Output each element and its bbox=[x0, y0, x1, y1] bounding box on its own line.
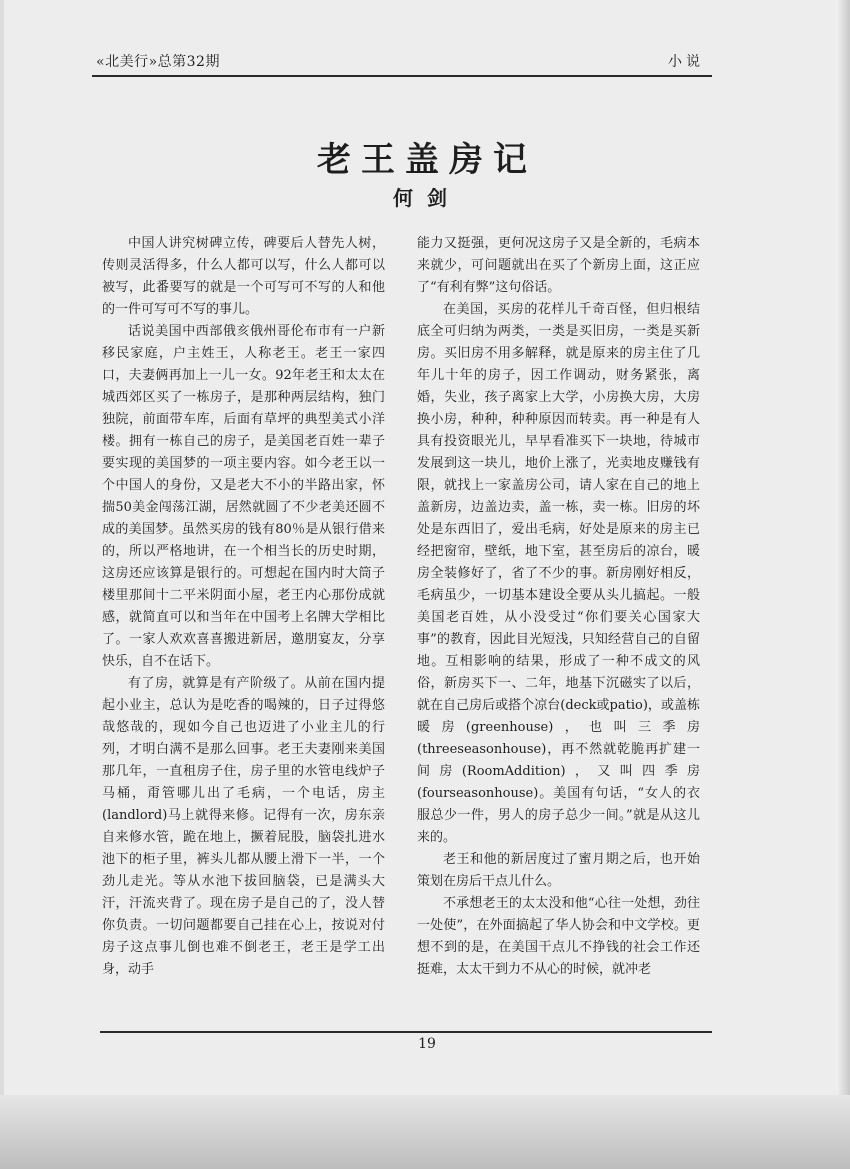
paragraph: 能力又挺强，更何况这房子又是全新的，毛病本来就少，可问题就出在买了个新房上面，这正应了“有利有弊”这句俗话。 bbox=[417, 236, 700, 295]
paragraph: 中国人讲究树碑立传，碑要后人替先人树，传则灵活得多，什么人都可以写，什么人都可以被写，此番要写的就是一个可写可不写的人和他的一件可写可不写的事儿。 bbox=[102, 236, 385, 317]
scan-edge-shadow bbox=[836, 0, 850, 1169]
text-column-left bbox=[102, 233, 385, 981]
page-number: 19 bbox=[418, 1036, 436, 1052]
paragraph: 在美国，买房的花样儿千奇百怪，但归根结底全可归纳为两类，一类是买旧房，一类是买新房。买旧房不用多解释，就是原来的房主住了几年儿十年的房子，因工作调动，财务紧张，离婚，失业，孩子离家上大学，小房换大房，大房换小房，种种，种种原因而转卖。再一种是有人具有投资眼光儿，早早看准买下一块地，待城市发展到这一块儿，地价上涨了，光卖地皮赚钱有限，就找上一家盖房公司，请人家在自己的地上盖新房，边盖边卖，盖一栋，卖一栋。旧房的坏处是东西旧了，爱出毛病，好处是原来的房主已经把窗帘，壁纸，地下室，甚至房后的凉台，暖房全装修好了，省了不少的事。新房刚好相反，毛病虽少，一切基本建设全要从头儿搞起。一般美国老百姓，从小没受过“你们要关心国家大事”的教育，因此目光短浅，只知经营自己的自留地。互相影响的结果，形成了一种不成文的风俗，新房买下一、二年，地基下沉磁实了以后，就在自己房后或搭个凉台(deck或patio)，或盖栋暖房(greenhouse)，也叫三季房(threeseasonhouse)，再不然就乾脆再扩建一间房(RoomAddition)，又叫四季房(fourseasonhouse)。美国有句话，“女人的衣服总少一件，男人的房子总少一间。”就是从这儿来的。 bbox=[417, 302, 700, 845]
article-author: 何剑 bbox=[393, 186, 461, 210]
paragraph: 有了房，就算是有产阶级了。从前在国内提起小业主，总认为是吃香的喝辣的，日子过得悠哉悠哉的，现如今自己也迈进了小业主儿的行列，才明白满不是那么回事。老王夫妻刚来美国那几年，一直租房子住，房子里的水管电线炉子马桶，甭管哪儿出了毛病，一个电话，房主(landlord)马上就得来修。记得有一次，房东亲自来修水管，跪在地上，撅着屁股，脑袋扎进水池下的柜子里，裤头儿都从腰上滑下一半，一个劲儿走光。等从水池下拔回脑袋，已是满头大汗，汗流夹背了。现在房子是自己的了，没人替你负责。一切问题都要自己挂在心上，按说对付房子这点事儿倒也难不倒老王，老王是学工出身，动手 bbox=[102, 676, 385, 977]
section-label: 小说 bbox=[668, 54, 704, 70]
text-column-right bbox=[417, 233, 700, 981]
paragraph: 不承想老王的太太没和他“心往一处想，劲往一处使”，在外面搞起了华人协会和中文学校。更想不到的是，在美国干点儿不挣钱的社会工作还挺难，太太干到力不从心的时候，就冲老 bbox=[417, 896, 700, 977]
footer-divider bbox=[100, 1031, 712, 1033]
paragraph: 老王和他的新居度过了蜜月期之后，也开始策划在房后干点儿什么。 bbox=[417, 852, 700, 889]
magazine-page bbox=[4, 0, 850, 1169]
header-divider bbox=[92, 75, 712, 77]
paragraph: 话说美国中西部俄亥俄州哥伦布市有一户新移民家庭，户主姓王，人称老王。老王一家四口，夫妻俩再加上一儿一女。92年老王和太太在城西郊区买了一栋房子，是那种两层结构，独门独院，前面带车库，后面有草坪的典型美式小洋楼。拥有一栋自己的房子，是美国老百姓一辈子要实现的美国梦的一项主要内容。如今老王以一个中国人的身份，又是老大不小的半路出家，怀揣50美金闯荡江湖，居然就圆了不少老美还圆不成的美国梦。虽然买房的钱有80％是从银行借来的，所以严格地讲，在一个相当长的历史时期，这房还应该算是银行的。可想起在国内时大筒子楼里那间十二平米阴面小屋，老王内心那份成就感，就简直可以和当年在中国考上名牌大学相比了。一家人欢欢喜喜搬进新居，邀朋宴友，分享快乐，自不在话下。 bbox=[102, 324, 385, 669]
magazine-issue-header: «北美行»总第32期 bbox=[96, 54, 220, 70]
article-title: 老王盖房记 bbox=[317, 140, 537, 180]
scan-bottom-shadow bbox=[0, 1095, 850, 1169]
